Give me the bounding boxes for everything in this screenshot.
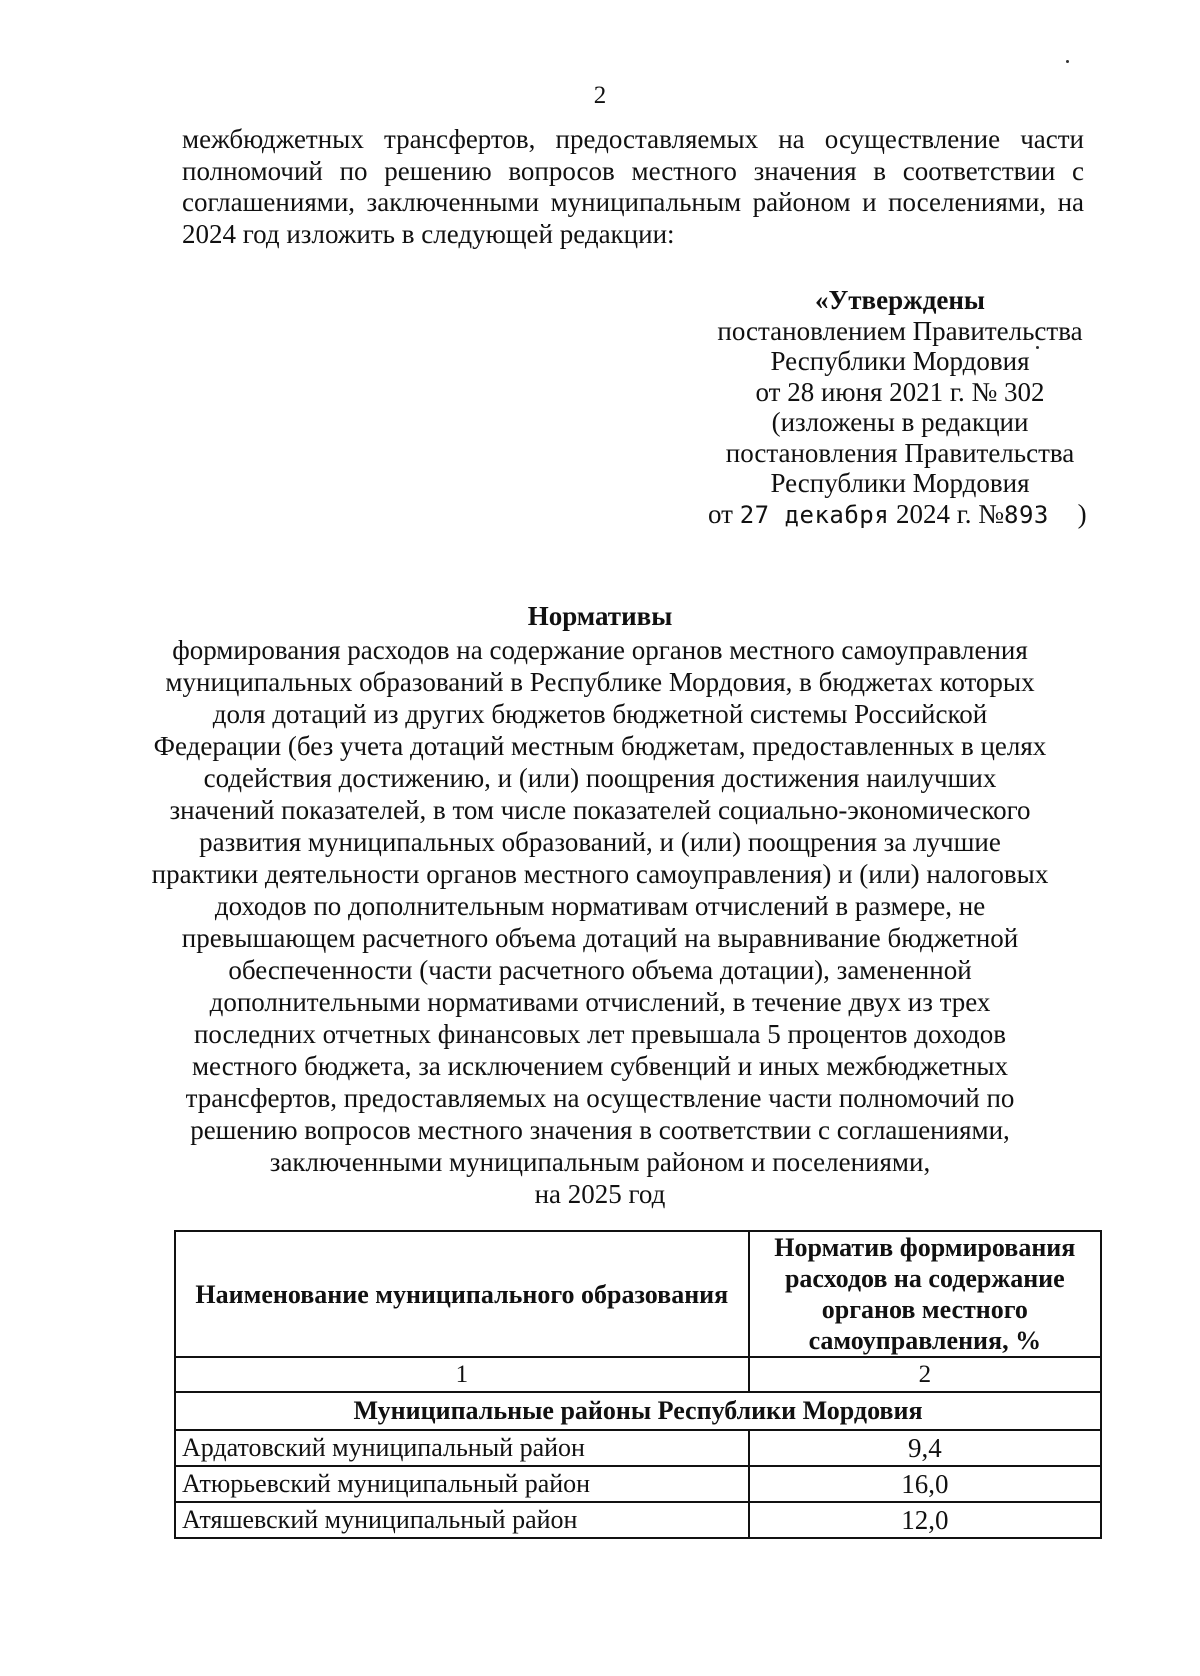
description-line: доля дотаций из других бюджетов бюджетной системы Российской (212, 699, 988, 729)
description-line: муниципальных образований в Республике Мордовия, в бюджетах которых (165, 667, 1035, 697)
description-line: решению вопросов местного значения в соответствии с соглашениями, (190, 1115, 1010, 1145)
sig-close: ) (1077, 498, 1087, 529)
sig-number: 893 (1004, 500, 1049, 529)
column-number: 1 (175, 1357, 749, 1392)
table-row (175, 1466, 1101, 1502)
norm-value: 9,4 (749, 1430, 1101, 1466)
description-line: на 2025 год (534, 1179, 666, 1209)
table-row (175, 1430, 1101, 1466)
description-line: развития муниципальных образований, и (или) поощрения за лучшие (199, 827, 1001, 857)
norms-table (174, 1230, 1102, 1539)
description-line: практики деятельности органов местного самоуправления) и (или) налоговых (151, 859, 1049, 889)
description-line: значений показателей, в том числе показателей социально-экономического (169, 795, 1031, 825)
description-line: обеспеченности (части расчетного объема дотации), замененной (228, 955, 972, 985)
approval-signature-line (700, 499, 1100, 531)
sig-prefix: от (708, 498, 733, 529)
approval-line: Республики Мордовия (770, 346, 1030, 376)
approval-line: (изложены в редакции (771, 407, 1029, 437)
sig-day-month: 27 декабря (739, 500, 890, 529)
header-norm: Норматив формирования расходов на содержание органов местного самоуправления, % (749, 1231, 1101, 1357)
intro-line: соглашениями, заключенными муниципальным районом и поселениями, на (182, 187, 1084, 217)
description-line: последних отчетных финансовых лет превышала 5 процентов доходов (193, 1019, 1006, 1049)
column-number-row (175, 1357, 1101, 1392)
description-line: трансфертов, предоставляемых на осуществление части полномочий по (185, 1083, 1015, 1113)
municipality-name: Ардатовский муниципальный район (175, 1430, 749, 1466)
approval-heading: «Утверждены (814, 285, 985, 315)
description-line: превышающем расчетного объема дотаций на выравнивание бюджетной (181, 923, 1019, 953)
municipality-name: Атяшевский муниципальный район (175, 1502, 749, 1538)
header-municipality: Наименование муниципального образования (175, 1231, 749, 1357)
intro-line: полномочий по решению вопросов местного значения в соответствии с (182, 155, 1084, 186)
description-line: заключенными муниципальным районом и поселениями, (269, 1147, 931, 1177)
description-line: дополнительными нормативами отчислений, в течение двух из трех (209, 987, 991, 1017)
intro-paragraph (182, 124, 1084, 250)
description-line: Федерации (без учета дотаций местным бюджетам, предоставленных в целях (153, 731, 1047, 761)
municipality-name: Атюрьевский муниципальный район (175, 1466, 749, 1502)
norm-value: 16,0 (749, 1466, 1101, 1502)
document-title: Нормативы (527, 601, 673, 631)
norms-title-block (150, 600, 1050, 1210)
column-number: 2 (749, 1357, 1101, 1392)
sig-year: 2024 г. № (895, 498, 1004, 529)
description-line: формирования расходов на содержание органов местного самоуправления (172, 635, 1028, 665)
section-title: Муниципальные районы Республики Мордовия (175, 1392, 1101, 1430)
approval-line: постановления Правительства (725, 437, 1075, 468)
approval-line: постановлением Правительства (717, 315, 1083, 346)
description-line: местного бюджета, за исключением субвенций и иных межбюджетных (191, 1051, 1009, 1081)
approval-line: Республики Мордовия (770, 468, 1030, 498)
scan-speck (1066, 60, 1069, 63)
approval-line: от 28 июня 2021 г. № 302 (755, 376, 1045, 407)
page-number: 2 (593, 82, 607, 109)
intro-line: межбюджетных трансфертов, предоставляемых на осуществление части (182, 124, 1084, 154)
description-line: доходов по дополнительным нормативам отчислений в размере, не (214, 891, 986, 921)
section-row (175, 1392, 1101, 1430)
description-line: содействия достижению, и (или) поощрения достижения наилучших (203, 763, 997, 793)
norm-value: 12,0 (749, 1502, 1101, 1538)
table-header-row (175, 1231, 1101, 1357)
table-row (175, 1502, 1101, 1538)
intro-line: 2024 год изложить в следующей редакции: (182, 218, 675, 249)
approval-stamp (700, 285, 1100, 530)
